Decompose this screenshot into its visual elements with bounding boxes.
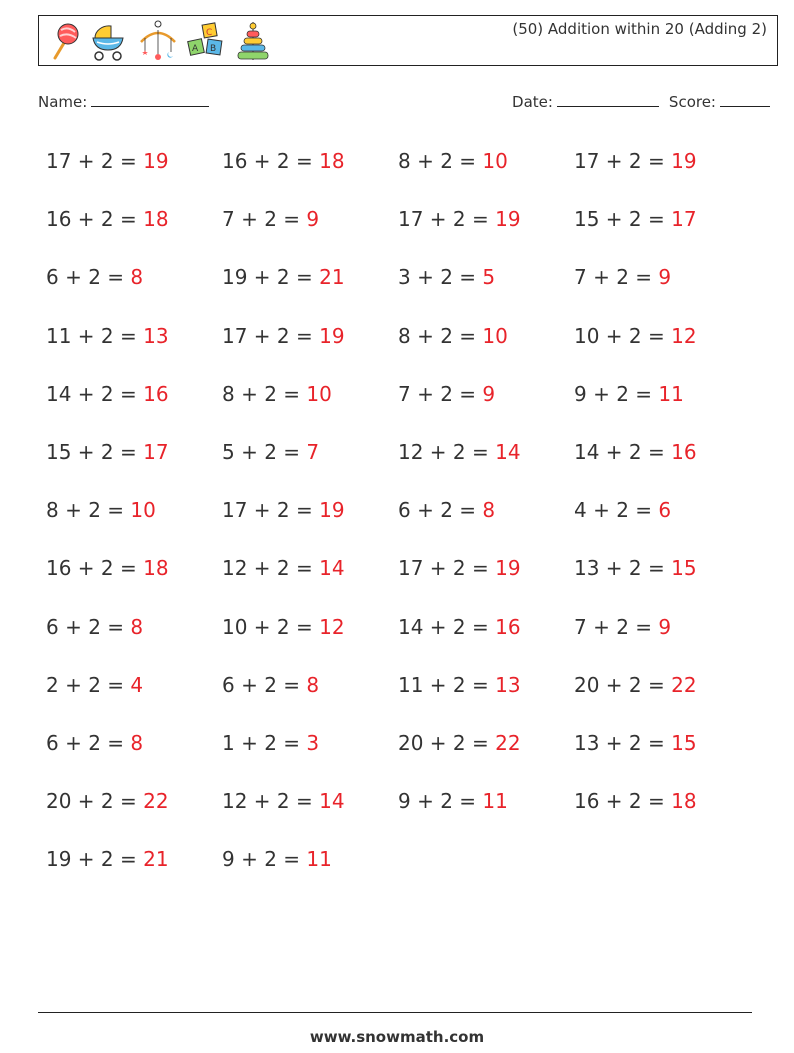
- problem-item: [222, 489, 398, 547]
- problem-answer: 14: [319, 789, 345, 814]
- name-label: Name:: [38, 93, 88, 111]
- problem-question: 11 + 2 =: [398, 672, 489, 697]
- svg-text:B: B: [210, 44, 217, 54]
- problem-answer: 22: [143, 789, 169, 814]
- problem-question: 12 + 2 =: [222, 789, 313, 814]
- svg-text:A: A: [192, 44, 199, 54]
- problem-item: [222, 315, 398, 373]
- problem-item: [46, 664, 222, 722]
- problem-item: [222, 722, 398, 780]
- problem-item: [574, 547, 750, 605]
- problem-question: 14 + 2 =: [46, 381, 137, 406]
- problem-item: [574, 606, 750, 664]
- problem-answer: 17: [143, 439, 169, 464]
- problem-question: 20 + 2 =: [574, 672, 665, 697]
- problem-question: 8 + 2 =: [222, 381, 301, 406]
- problem-item: [46, 256, 222, 314]
- problem-answer: 18: [671, 789, 697, 814]
- footer-url: www.snowmath.com: [309, 1028, 485, 1046]
- problem-question: 17 + 2 =: [46, 149, 137, 173]
- problem-answer: 4: [130, 672, 144, 697]
- problem-answer: 13: [143, 323, 169, 348]
- header-icons: [47, 20, 277, 64]
- problem-grid: [46, 140, 756, 896]
- problem-answer: 9: [482, 381, 496, 406]
- worksheet-title: (50) Addition within 20 (Adding 2): [512, 20, 767, 38]
- problem-answer: 3: [306, 730, 320, 755]
- problem-item: [398, 606, 574, 664]
- problem-answer: 11: [482, 789, 508, 814]
- problem-question: 10 + 2 =: [574, 323, 665, 348]
- problem-item: [574, 664, 750, 722]
- date-score-fields: [512, 92, 770, 111]
- problem-item: [222, 664, 398, 722]
- problem-answer: 13: [495, 672, 521, 697]
- problem-item: [46, 606, 222, 664]
- problem-answer: 11: [306, 847, 332, 872]
- problem-question: 7 + 2 =: [574, 265, 653, 290]
- problem-item: [574, 198, 750, 256]
- problem-question: 9 + 2 =: [222, 847, 301, 872]
- problem-item: [574, 256, 750, 314]
- problem-question: 8 + 2 =: [398, 323, 477, 348]
- problem-answer: 18: [143, 207, 169, 232]
- problem-answer: 12: [319, 614, 345, 639]
- problem-question: 19 + 2 =: [222, 265, 313, 290]
- problem-answer: 17: [671, 207, 697, 232]
- problem-answer: 19: [671, 149, 697, 173]
- problem-item: [574, 373, 750, 431]
- problem-question: 13 + 2 =: [574, 556, 665, 581]
- problem-item: [46, 780, 222, 838]
- problem-answer: 15: [671, 556, 697, 581]
- lollipop-icon: [47, 20, 81, 64]
- problem-item: [398, 198, 574, 256]
- problem-question: 3 + 2 =: [398, 265, 477, 290]
- problem-question: 13 + 2 =: [574, 730, 665, 755]
- problem-answer: 7: [306, 439, 320, 464]
- problem-question: 7 + 2 =: [222, 207, 301, 232]
- problem-item: [222, 606, 398, 664]
- problem-question: 16 + 2 =: [46, 556, 137, 581]
- problem-question: 20 + 2 =: [398, 730, 489, 755]
- problem-question: 16 + 2 =: [46, 207, 137, 232]
- problem-answer: 14: [319, 556, 345, 581]
- worksheet-header: [38, 15, 778, 66]
- problem-item: [46, 140, 222, 198]
- problem-item: [574, 722, 750, 780]
- problem-answer: 19: [319, 498, 345, 523]
- problem-answer: 8: [130, 730, 144, 755]
- problem-answer: 19: [495, 556, 521, 581]
- problem-answer: 16: [495, 614, 521, 639]
- problem-answer: 9: [658, 614, 672, 639]
- problem-answer: 19: [495, 207, 521, 232]
- problem-answer: 10: [482, 323, 508, 348]
- problem-answer: 9: [306, 207, 320, 232]
- problem-question: 19 + 2 =: [46, 847, 137, 872]
- problem-question: 9 + 2 =: [398, 789, 477, 814]
- name-blank[interactable]: [91, 92, 209, 107]
- problem-question: 2 + 2 =: [46, 672, 125, 697]
- problem-item: [46, 547, 222, 605]
- problem-answer: 10: [130, 498, 156, 523]
- date-label: Date:: [512, 93, 553, 111]
- problem-question: 17 + 2 =: [222, 498, 313, 523]
- footer-divider: [38, 1012, 752, 1013]
- problem-question: 14 + 2 =: [398, 614, 489, 639]
- problem-answer: 19: [319, 323, 345, 348]
- problem-question: 14 + 2 =: [574, 439, 665, 464]
- problem-item: [222, 838, 398, 896]
- problem-question: 16 + 2 =: [574, 789, 665, 814]
- problem-answer: 18: [143, 556, 169, 581]
- problem-answer: 14: [495, 439, 521, 464]
- problem-item: [222, 780, 398, 838]
- problem-question: 17 + 2 =: [398, 556, 489, 581]
- problem-item: [222, 140, 398, 198]
- problem-item: [46, 722, 222, 780]
- problem-answer: 16: [671, 439, 697, 464]
- problem-answer: 8: [306, 672, 320, 697]
- problem-question: 9 + 2 =: [574, 381, 653, 406]
- problem-item: [574, 140, 750, 198]
- problem-item: [574, 489, 750, 547]
- problem-answer: 22: [495, 730, 521, 755]
- problem-item: [398, 664, 574, 722]
- problem-item: [46, 838, 222, 896]
- problem-question: 12 + 2 =: [398, 439, 489, 464]
- problem-question: 17 + 2 =: [398, 207, 489, 232]
- problem-item: [46, 431, 222, 489]
- problem-answer: 21: [143, 847, 169, 872]
- problem-item: [222, 256, 398, 314]
- problem-answer: 10: [482, 149, 508, 173]
- problem-question: 20 + 2 =: [46, 789, 137, 814]
- problem-question: 15 + 2 =: [46, 439, 137, 464]
- problem-answer: 8: [482, 498, 496, 523]
- score-label: Score:: [668, 93, 716, 111]
- problem-question: 11 + 2 =: [46, 323, 137, 348]
- problem-item: [398, 373, 574, 431]
- problem-answer: 18: [319, 149, 345, 173]
- baby-carriage-icon: [89, 20, 129, 64]
- problem-answer: 19: [143, 149, 169, 173]
- problem-question: 8 + 2 =: [398, 149, 477, 173]
- problem-item: [222, 431, 398, 489]
- problem-answer: 16: [143, 381, 169, 406]
- problem-item: [574, 431, 750, 489]
- stacking-rings-icon: [233, 20, 273, 64]
- problem-question: 6 + 2 =: [46, 614, 125, 639]
- problem-item: [398, 431, 574, 489]
- problem-question: 12 + 2 =: [222, 556, 313, 581]
- problem-item: [398, 547, 574, 605]
- problem-item: [398, 780, 574, 838]
- problem-answer: 10: [306, 381, 332, 406]
- problem-question: 16 + 2 =: [222, 149, 313, 173]
- problem-question: 7 + 2 =: [398, 381, 477, 406]
- problem-answer: 8: [130, 265, 144, 290]
- problem-answer: 12: [671, 323, 697, 348]
- problem-item: [398, 256, 574, 314]
- score-blank[interactable]: [720, 92, 770, 107]
- problem-item: [46, 315, 222, 373]
- problem-question: 4 + 2 =: [574, 498, 653, 523]
- baby-mobile-icon: [137, 20, 179, 64]
- problem-item: [222, 373, 398, 431]
- problem-item: [574, 780, 750, 838]
- problem-question: 8 + 2 =: [46, 498, 125, 523]
- problem-item: [46, 489, 222, 547]
- problem-question: 1 + 2 =: [222, 730, 301, 755]
- problem-answer: 9: [658, 265, 672, 290]
- problem-answer: 8: [130, 614, 144, 639]
- problem-answer: 6: [658, 498, 672, 523]
- svg-text:C: C: [206, 28, 213, 38]
- abc-blocks-icon: [185, 20, 227, 64]
- problem-item: [222, 198, 398, 256]
- problem-item: [398, 489, 574, 547]
- problem-question: 6 + 2 =: [46, 730, 125, 755]
- problem-question: 6 + 2 =: [46, 265, 125, 290]
- problem-answer: 21: [319, 265, 345, 290]
- problem-item: [46, 373, 222, 431]
- problem-answer: 5: [482, 265, 496, 290]
- problem-answer: 22: [671, 672, 697, 697]
- problem-answer: 11: [658, 381, 684, 406]
- problem-question: 6 + 2 =: [398, 498, 477, 523]
- problem-item: [222, 547, 398, 605]
- problem-item: [574, 315, 750, 373]
- problem-question: 17 + 2 =: [222, 323, 313, 348]
- problem-answer: 15: [671, 730, 697, 755]
- problem-item: [398, 722, 574, 780]
- name-field: [38, 92, 209, 111]
- problem-question: 5 + 2 =: [222, 439, 301, 464]
- problem-item: [398, 140, 574, 198]
- problem-question: 6 + 2 =: [222, 672, 301, 697]
- problem-item: [46, 198, 222, 256]
- problem-question: 17 + 2 =: [574, 149, 665, 173]
- problem-question: 10 + 2 =: [222, 614, 313, 639]
- problem-question: 15 + 2 =: [574, 207, 665, 232]
- problem-question: 7 + 2 =: [574, 614, 653, 639]
- date-blank[interactable]: [557, 92, 659, 107]
- problem-item: [398, 315, 574, 373]
